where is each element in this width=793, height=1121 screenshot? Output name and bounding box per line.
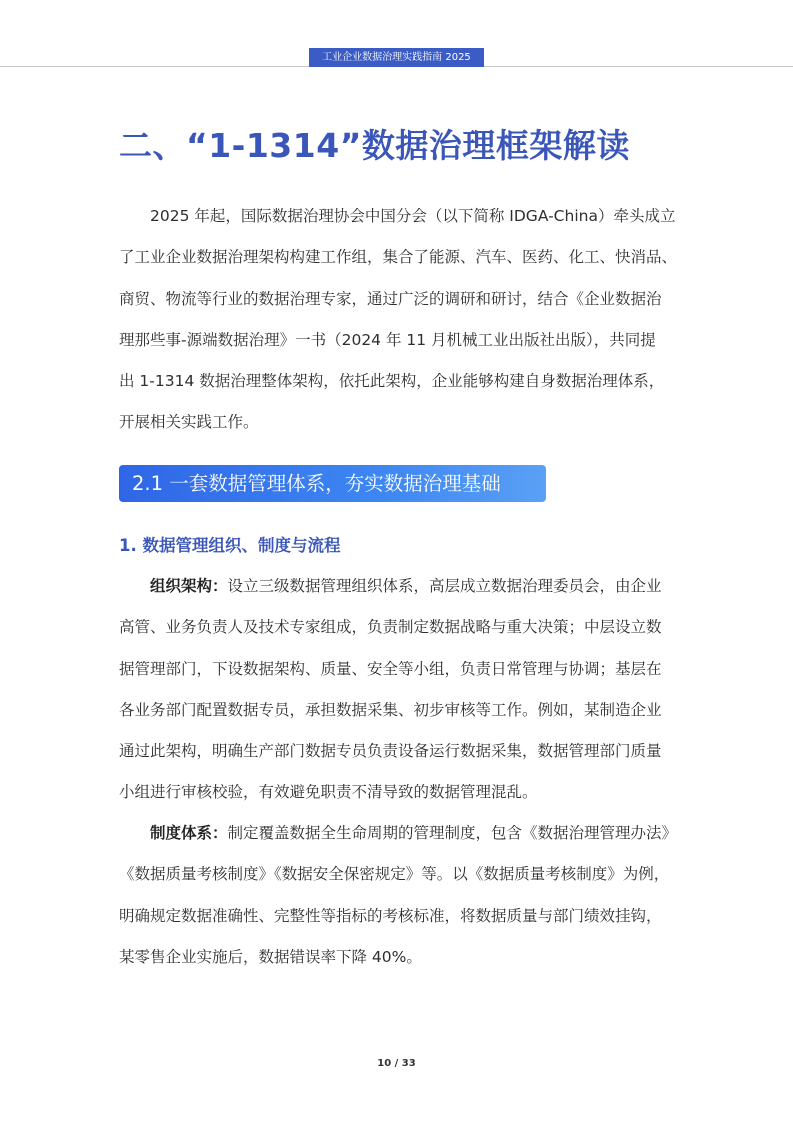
- sys-first-line: [119, 813, 678, 854]
- org-lead-label: 组织架构：: [150, 577, 228, 595]
- org-line: 据管理部门，下设数据架构、质量、安全等小组，负责日常管理与协调；基层在: [119, 659, 662, 678]
- page-number: 10 / 33: [377, 1058, 416, 1069]
- org-structure-paragraph: [119, 566, 675, 814]
- section-heading-band: [119, 465, 546, 502]
- subsection-heading: 1. 数据管理组织、制度与流程: [119, 536, 341, 555]
- org-line: 通过此架构，明确生产部门数据专员负责设备运行数据采集，数据管理部门质量: [119, 742, 662, 761]
- org-line: 小组进行审核校验，有效避免职责不清导致的数据管理混乱。: [119, 783, 538, 802]
- intro-line: 2025 年起，国际数据治理协会中国分会（以下简称 IDGA-China）牵头成立: [150, 207, 676, 225]
- org-first-line-text: 设立三级数据管理组织体系，高层成立数据治理委员会，由企业: [227, 577, 662, 595]
- intro-line: 商贸、物流等行业的数据治理专家，通过广泛的调研和研讨，结合《企业数据治: [119, 289, 662, 308]
- intro-paragraph: [119, 196, 678, 444]
- org-first-line: [119, 566, 675, 607]
- intro-line: 出 1-1314 数据治理整体架构，依托此架构，企业能够构建自身数据治理体系，: [119, 372, 665, 391]
- intro-line: 开展相关实践工作。: [119, 413, 259, 432]
- page-title: 二、“1-1314”数据治理框架解读: [119, 126, 630, 165]
- intro-line: 理那些事-源端数据治理》一书（2024 年 11 月机械工业出版社出版），共同提: [119, 330, 656, 349]
- header-document-title: 工业企业数据治理实践指南 2025: [309, 48, 484, 67]
- org-line: 高管、业务负责人及技术专家组成，负责制定数据战略与重大决策；中层设立数: [119, 618, 662, 637]
- section-heading: 2.1 一套数据管理体系，夯实数据治理基础: [132, 472, 501, 495]
- intro-line: 了工业企业数据治理架构构建工作组，集合了能源、汽车、医药、化工、快消品、: [119, 248, 678, 267]
- sys-lead-label: 制度体系：: [150, 824, 228, 842]
- policy-system-paragraph: [119, 813, 678, 978]
- sys-line: 《数据质量考核制度》《数据安全保密规定》等。以《数据质量考核制度》为例，: [119, 865, 670, 884]
- org-line: 各业务部门配置数据专员，承担数据采集、初步审核等工作。例如，某制造企业: [119, 700, 662, 719]
- sys-line: 明确规定数据准确性、完整性等指标的考核标准，将数据质量与部门绩效挂钩，: [119, 906, 662, 925]
- sys-line: 某零售企业实施后，数据错误率下降 40%。: [119, 947, 422, 966]
- sys-first-line-text: 制定覆盖数据全生命周期的管理制度，包含《数据治理管理办法》: [227, 824, 678, 842]
